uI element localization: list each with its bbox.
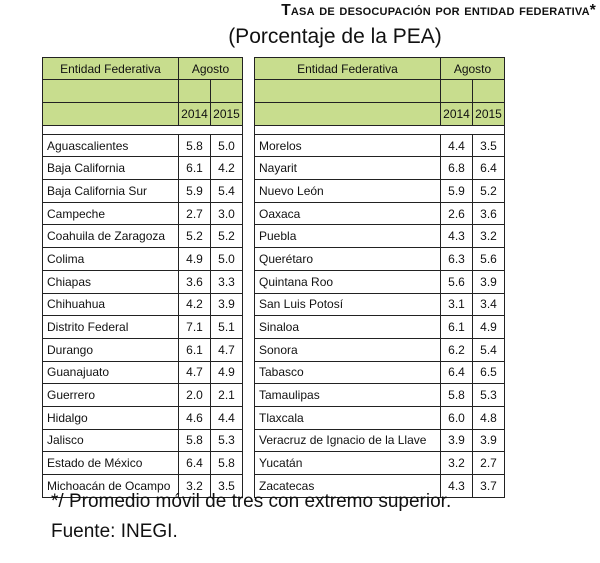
entity-cell: Campeche	[43, 202, 179, 225]
value-2015-cell: 3.5	[211, 475, 243, 498]
value-2015-cell: 5.4	[473, 338, 505, 361]
value-2015-cell: 6.5	[473, 361, 505, 384]
entity-cell: Coahuila de Zaragoza	[43, 225, 179, 248]
entity-cell: Quintana Roo	[255, 270, 441, 293]
value-2015-cell: 3.9	[473, 429, 505, 452]
year-row-blank	[255, 103, 441, 126]
header-month: Agosto	[179, 58, 243, 80]
entity-cell: Colima	[43, 248, 179, 271]
right-table	[254, 57, 505, 498]
value-2014-cell: 6.1	[179, 157, 211, 180]
value-2014-cell: 3.1	[441, 293, 473, 316]
table-row	[255, 293, 505, 316]
entity-cell: Tamaulipas	[255, 384, 441, 407]
entity-cell: San Luis Potosí	[255, 293, 441, 316]
entity-cell: Oaxaca	[255, 202, 441, 225]
value-2014-cell: 3.2	[179, 475, 211, 498]
header-entity: Entidad Federativa	[255, 58, 441, 80]
entity-cell: Chiapas	[43, 270, 179, 293]
value-2015-cell: 4.9	[473, 316, 505, 339]
value-2014-cell: 4.3	[441, 225, 473, 248]
table-row	[43, 202, 243, 225]
header-entity: Entidad Federativa	[43, 58, 179, 80]
header-subrow	[43, 80, 243, 103]
table-row	[255, 157, 505, 180]
value-2014-cell: 6.1	[441, 316, 473, 339]
header-entity-blank	[43, 80, 179, 103]
table-row	[255, 452, 505, 475]
value-2014-cell: 6.8	[441, 157, 473, 180]
value-2014-cell: 6.4	[179, 452, 211, 475]
value-2014-cell: 3.9	[441, 429, 473, 452]
value-2015-cell: 2.7	[473, 452, 505, 475]
table-row	[43, 316, 243, 339]
entity-cell: Chihuahua	[43, 293, 179, 316]
value-2015-cell: 5.6	[473, 248, 505, 271]
value-2014-cell: 5.8	[441, 384, 473, 407]
entity-cell: Nuevo León	[255, 180, 441, 203]
value-2015-cell: 3.0	[211, 202, 243, 225]
table-row	[255, 338, 505, 361]
table-row	[255, 429, 505, 452]
value-2015-cell: 6.4	[473, 157, 505, 180]
value-2014-cell: 5.8	[179, 429, 211, 452]
value-2014-cell: 7.1	[179, 316, 211, 339]
table-row	[43, 338, 243, 361]
value-2015-cell: 2.1	[211, 384, 243, 407]
table-row	[255, 225, 505, 248]
entity-cell: Estado de México	[43, 452, 179, 475]
table-row	[255, 134, 505, 157]
table-row	[43, 452, 243, 475]
header-subrow	[255, 80, 505, 103]
table-row	[255, 316, 505, 339]
header-year-2014: 2014	[441, 103, 473, 126]
year-row	[255, 103, 505, 126]
entity-cell: Zacatecas	[255, 475, 441, 498]
header-year-2015: 2015	[211, 103, 243, 126]
table-row	[255, 361, 505, 384]
table-row	[43, 270, 243, 293]
table-subtitle: (Porcentaje de la PEA)	[228, 25, 442, 48]
table-row	[255, 406, 505, 429]
entity-cell: Nayarit	[255, 157, 441, 180]
table-row	[255, 384, 505, 407]
value-2014-cell: 6.2	[441, 338, 473, 361]
value-2014-cell: 6.3	[441, 248, 473, 271]
value-2015-cell: 3.9	[211, 293, 243, 316]
footnote: */ Promedio móvil de tres con extremo superior.	[51, 491, 452, 512]
value-2014-cell: 5.2	[179, 225, 211, 248]
value-2014-cell: 3.2	[441, 452, 473, 475]
header-row	[43, 58, 243, 80]
table-row	[43, 406, 243, 429]
year-row	[43, 103, 243, 126]
value-2015-cell: 5.4	[211, 180, 243, 203]
entity-cell: Baja California	[43, 157, 179, 180]
header-blank	[179, 80, 211, 103]
spacer-row	[255, 125, 505, 134]
table-title: Tasa de desocupación por entidad federativa*	[281, 2, 596, 19]
value-2015-cell: 4.9	[211, 361, 243, 384]
table-row	[43, 134, 243, 157]
value-2014-cell: 4.6	[179, 406, 211, 429]
header-year-2015: 2015	[473, 103, 505, 126]
value-2014-cell: 2.0	[179, 384, 211, 407]
value-2014-cell: 3.6	[179, 270, 211, 293]
table-row	[255, 270, 505, 293]
value-2014-cell: 4.2	[179, 293, 211, 316]
header-month: Agosto	[441, 58, 505, 80]
value-2015-cell: 5.8	[211, 452, 243, 475]
entity-cell: Distrito Federal	[43, 316, 179, 339]
entity-cell: Michoacán de Ocampo	[43, 475, 179, 498]
value-2015-cell: 5.2	[211, 225, 243, 248]
value-2015-cell: 4.8	[473, 406, 505, 429]
value-2015-cell: 5.0	[211, 134, 243, 157]
table-row	[255, 180, 505, 203]
header-year-2014: 2014	[179, 103, 211, 126]
value-2015-cell: 4.7	[211, 338, 243, 361]
value-2015-cell: 3.7	[473, 475, 505, 498]
entity-cell: Sonora	[255, 338, 441, 361]
table-row	[255, 202, 505, 225]
table-row	[43, 180, 243, 203]
entity-cell: Sinaloa	[255, 316, 441, 339]
header-entity-blank	[255, 80, 441, 103]
table-row	[43, 384, 243, 407]
table-row	[255, 248, 505, 271]
value-2015-cell: 3.2	[473, 225, 505, 248]
entity-cell: Tabasco	[255, 361, 441, 384]
entity-cell: Veracruz de Ignacio de la Llave	[255, 429, 441, 452]
table-row	[43, 429, 243, 452]
header-row	[255, 58, 505, 80]
value-2015-cell: 5.0	[211, 248, 243, 271]
value-2015-cell: 3.4	[473, 293, 505, 316]
value-2014-cell: 6.1	[179, 338, 211, 361]
entity-cell: Aguascalientes	[43, 134, 179, 157]
value-2014-cell: 5.8	[179, 134, 211, 157]
value-2015-cell: 4.4	[211, 406, 243, 429]
entity-cell: Baja California Sur	[43, 180, 179, 203]
value-2014-cell: 4.7	[179, 361, 211, 384]
entity-cell: Querétaro	[255, 248, 441, 271]
entity-cell: Guerrero	[43, 384, 179, 407]
table-row	[43, 293, 243, 316]
value-2014-cell: 6.4	[441, 361, 473, 384]
year-row-blank	[43, 103, 179, 126]
entity-cell: Jalisco	[43, 429, 179, 452]
entity-cell: Hidalgo	[43, 406, 179, 429]
header-blank	[441, 80, 473, 103]
source-note: Fuente: INEGI.	[51, 521, 178, 542]
spacer-row	[43, 125, 243, 134]
table-row	[43, 157, 243, 180]
entity-cell: Tlaxcala	[255, 406, 441, 429]
value-2015-cell: 5.1	[211, 316, 243, 339]
table-row	[43, 248, 243, 271]
value-2015-cell: 3.5	[473, 134, 505, 157]
entity-cell: Puebla	[255, 225, 441, 248]
value-2015-cell: 3.9	[473, 270, 505, 293]
value-2014-cell: 5.9	[179, 180, 211, 203]
value-2015-cell: 5.3	[211, 429, 243, 452]
value-2014-cell: 6.0	[441, 406, 473, 429]
left-table	[42, 57, 243, 498]
table-row	[43, 361, 243, 384]
header-blank	[473, 80, 505, 103]
value-2015-cell: 5.3	[473, 384, 505, 407]
value-2015-cell: 5.2	[473, 180, 505, 203]
value-2014-cell: 5.9	[441, 180, 473, 203]
value-2014-cell: 4.4	[441, 134, 473, 157]
value-2015-cell: 4.2	[211, 157, 243, 180]
value-2014-cell: 2.7	[179, 202, 211, 225]
entity-cell: Yucatán	[255, 452, 441, 475]
value-2015-cell: 3.6	[473, 202, 505, 225]
value-2015-cell: 3.3	[211, 270, 243, 293]
header-blank	[211, 80, 243, 103]
value-2014-cell: 4.3	[441, 475, 473, 498]
entity-cell: Durango	[43, 338, 179, 361]
entity-cell: Guanajuato	[43, 361, 179, 384]
value-2014-cell: 2.6	[441, 202, 473, 225]
value-2014-cell: 4.9	[179, 248, 211, 271]
value-2014-cell: 5.6	[441, 270, 473, 293]
entity-cell: Morelos	[255, 134, 441, 157]
table-row	[43, 225, 243, 248]
